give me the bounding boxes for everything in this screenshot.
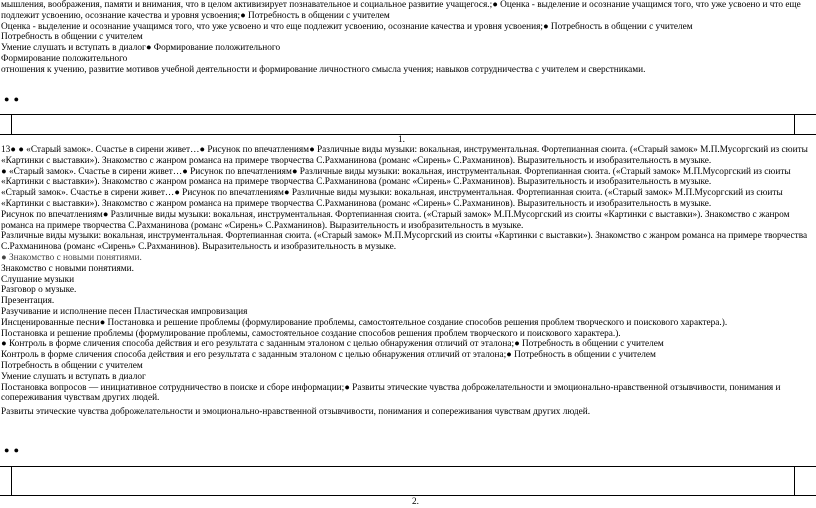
text-line: Инсценированные песни● Постановка и решение проблемы (формулирование проблемы, самостоятельное создание способов решения проблем творческого и поискового характера.). bbox=[1, 317, 728, 328]
text-line: 13● ● «Старый замок». Счастье в сирени живет…● Рисунок по впечатлениям● Различные виды музыки: вокальная, инструментальная. Фортепианная сюита. («Старый замок» М.П.Мусоргский из сюиты «Картинки с выставки»). Знакомство с жанром романса на примере творчества С.Рахманинова (романс «Сирень» С.Рахманинов). Выразительность и изобразительность в музыке. bbox=[1, 145, 808, 166]
text-line: ● Контроль в форме сличения способа действия и его результата с заданным эталоном с целью обнаружения отличий от эталона;● Потребность в общении с учителем bbox=[1, 339, 664, 350]
text-line: отношения к учению, развитие мотивов учебной деятельности и формирование личностного смысла учения; навыков сотрудничества с учителем и сверстниками. bbox=[1, 64, 646, 75]
text-line: Рисунок по впечатлениям● Различные виды музыки: вокальная, инструментальная. Фортепианная сюита. («Старый замок» М.П.Мусоргский из сюиты «Картинки с выставки»). Знакомство с жанром романса на примере творчества С.Рахманинова (романс «Сирень» С.Рахманинов). Выразительность и изобразительность в музыке. bbox=[1, 209, 790, 231]
page-number: 2. bbox=[412, 497, 419, 507]
table-border-bottom bbox=[0, 495, 816, 496]
text-line: Умение слушать и вступать в диалог● Формирование положительного bbox=[1, 43, 281, 54]
text-line: Контроль в форме сличения способа действия и его результата с заданным эталоном с целью обнаружения отличий от эталона;● Потребность в общении с учителем bbox=[1, 350, 656, 361]
text-line: Формирование положительного bbox=[1, 53, 128, 64]
text-line: Знакомство с новыми понятиями. bbox=[1, 263, 134, 274]
text-line: «Старый замок». Счастье в сирени живет…● Рисунок по впечатлениям● Различные виды музыки: вокальная, инструментальная. Фортепианная сюита. («Старый замок» М.П.Мусоргский из сюиты «Картинки с выставки»). Знакомство с жанром романса на примере творчества С.Рахманинова (романс «Сирень» С.Рахманинов). Выразительность и изобразительность в музыке. bbox=[1, 188, 783, 209]
text-line: Разучивание и исполнение песен Пластическая импровизация bbox=[1, 306, 248, 317]
table-cell-divider bbox=[11, 114, 12, 134]
table-cell-divider bbox=[794, 114, 795, 134]
table-border-bottom bbox=[0, 134, 816, 135]
table-cell-divider bbox=[794, 466, 795, 495]
bullet-dots: ● ● bbox=[4, 445, 21, 455]
text-line: Постановка и решение проблемы (формулирование проблемы, самостоятельное создание способов решения проблем творческого и поискового характера.). bbox=[1, 328, 621, 339]
text-line: Потребность в общении с учителем bbox=[1, 360, 143, 371]
final-text-block bbox=[1, 407, 813, 418]
text-line: Различные виды музыки: вокальная, инструментальная. Фортепианная сюита. («Старый замок» М.П.Мусоргский из сюиты «Картинки с выставки»). Знакомство с жанром романса на примере творчества С.Рахманинова (романс «Сирень» С.Рахманинов). Выразительность и изобразительность в музыке. bbox=[1, 231, 808, 253]
page-number: 1. bbox=[398, 135, 405, 145]
text-line: Разговор о музыке. bbox=[1, 285, 77, 296]
text-line: мышления, воображения, памяти и внимания, что в целом активизирует познавательное и социальное развитие учащегося.;● Оценка - выделение и осознание учащимся того, что уже усвоено и что еще подлежит усвоению, осознание качества и уровня усвоения;● Потребность в общении с учителем bbox=[1, 0, 801, 21]
text-line: Оценка - выделение и осознание учащимся того, что уже усвоено и что еще подлежит усвоению, осознание качества и уровня усвоения;● Потребность в общении с учителем bbox=[1, 21, 693, 32]
bullet-dots: ● ● bbox=[4, 94, 21, 104]
middle-text-block bbox=[1, 145, 813, 404]
text-line: ● Знакомство с новыми понятиями. bbox=[1, 252, 142, 263]
text-line: Слушание музыки bbox=[1, 274, 75, 285]
table-border-top bbox=[0, 114, 816, 115]
text-line: Умение слушать и вступать в диалог bbox=[1, 371, 146, 382]
top-text-block bbox=[1, 0, 813, 76]
text-line: Развиты этические чувства доброжелательности и эмоционально-нравственной отзывчивости, понимания и сопереживания чувствам других людей. bbox=[1, 407, 591, 417]
text-line: Постановка вопросов — инициативное сотрудничество в поиске и сборе информации;● Развиты этические чувства доброжелательности и эмоционально-нравственной отзывчивости, понимания и сопереживания чувствам других людей. bbox=[1, 382, 781, 404]
text-line: Потребность в общении с учителем bbox=[1, 32, 143, 43]
text-line: Презентация. bbox=[1, 296, 55, 307]
table-border-top bbox=[0, 466, 816, 467]
table-cell-divider bbox=[11, 466, 12, 495]
text-line: ● «Старый замок». Счастье в сирени живет…● Рисунок по впечатлениям● Различные виды музыки: вокальная, инструментальная. Фортепианная сюита. («Старый замок» М.П.Мусоргский из сюиты «Картинки с выставки»). Знакомство с жанром романса на примере творчества С.Рахманинова (романс «Сирень» С.Рахманинов). Выразительность и изобразительность в музыке. bbox=[1, 166, 791, 188]
